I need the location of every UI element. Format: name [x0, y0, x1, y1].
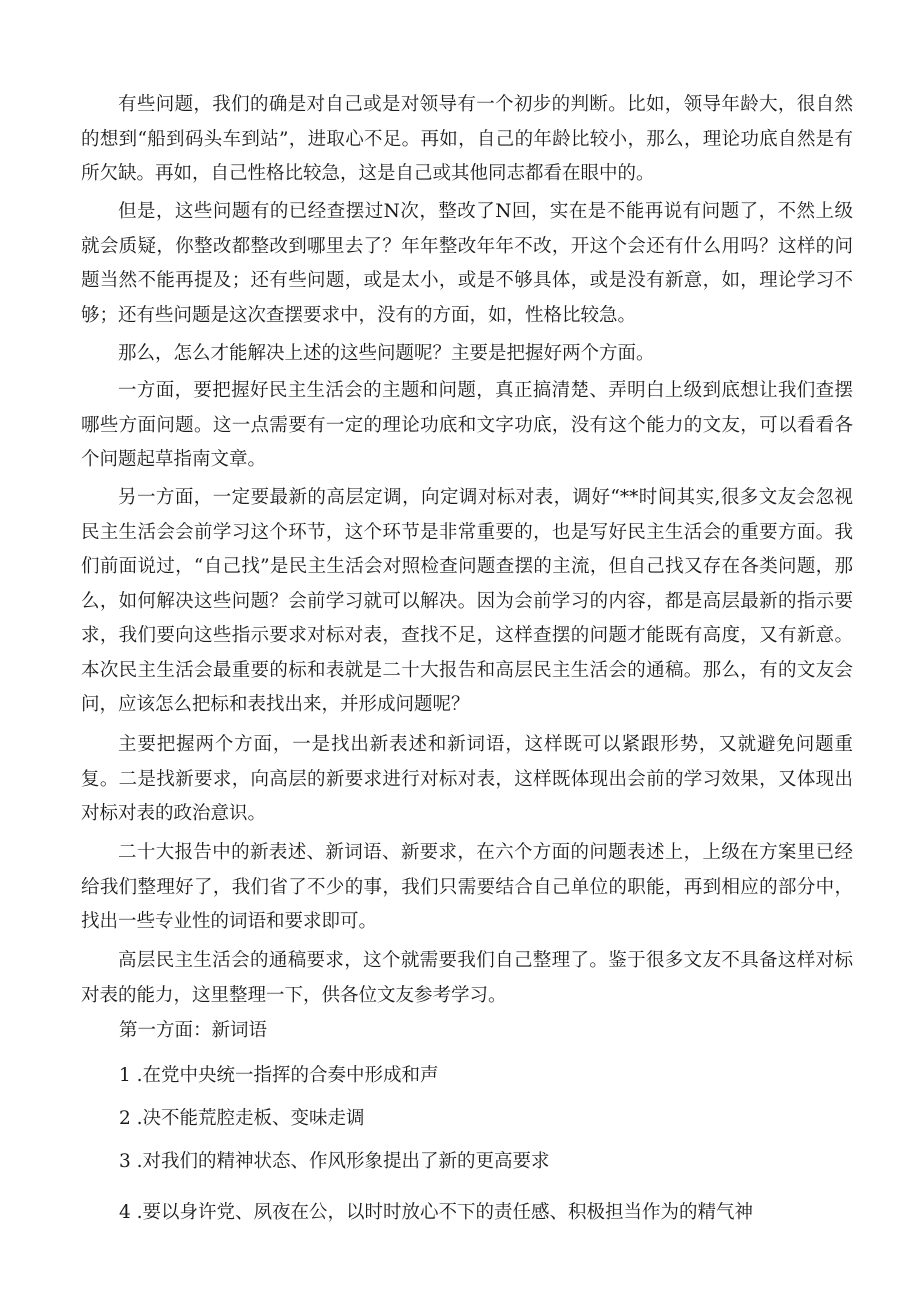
- paragraph-5: 另一方面，一定要最新的高层定调，向定调对标对表，调好“**时间其实,很多文友会忽视民主生活会会前学习这个环节，这个环节是非常重要的，也是写好民主生活会的重要方面。我们前面说过，“自己找”是民主生活会对照检查问题查摆的主流，但自己找又存在各类问题，那么，如何解决这些问题？会前学习就可以解决。因为会前学习的内容，都是高层最新的指示要求，我们要向这些指示要求对标对表，查找不足，这样查摆的问题才能既有高度，又有新意。本次民主生活会最重要的标和表就是二十大报告和高层民主生活会的通稿。那么，有的文友会问，应该怎么把标和表找出来，并形成问题呢？: [81, 487, 853, 715]
- paragraph-7: 二十大报告中的新表述、新词语、新要求，在六个方面的问题表述上，上级在方案里已经给我们整理好了，我们省了不少的事，我们只需要结合自己单位的职能，再到相应的部分中，找出一些专业性的词语和要求即可。: [81, 842, 853, 932]
- paragraph-3: 那么，怎么才能解决上述的这些问题呢？主要是把握好两个方面。: [118, 343, 655, 364]
- paragraph-4: 一方面，要把握好民主生活会的主题和问题，真正搞清楚、弄明白上级到底想让我们查摆哪些方面问题。这一点需要有一定的理论功底和文字功底，没有这个能力的文友，可以看看各个问题起草指南文章。: [81, 380, 853, 470]
- list-item: 4 .要以身许党、夙夜在公，以时时放心不下的责任感、积极担当作为的精气神: [119, 1202, 754, 1223]
- list-item: 3 .对我们的精神状态、作风形象提出了新的更高要求: [119, 1151, 550, 1172]
- list-item: 2 .决不能荒腔走板、变味走调: [119, 1108, 365, 1129]
- list-item: 1 .在党中央统一指挥的合奏中形成和声: [119, 1065, 439, 1086]
- paragraph-8: 高层民主生活会的通稿要求，这个就需要我们自己整理了。鉴于很多文友不具备这样对标对表的能力，这里整理一下，供各位文友参考学习。: [81, 950, 853, 1006]
- paragraph-6: 主要把握两个方面，一是找出新表述和新词语，这样既可以紧跟形势，又就避免问题重复。二是找新要求，向高层的新要求进行对标对表，这样既体现出会前的学习效果，又体现出对标对表的政治意识。: [81, 734, 853, 824]
- paragraph-1: 有些问题，我们的确是对自己或是对领导有一个初步的判断。比如，领导年龄大，很自然的想到“船到码头车到站”，进取心不足。再如，自己的年龄比较小，那么，理论功底自然是有所欠缺。再如，自己性格比较急，这是自己或其他同志都看在眼中的。: [81, 94, 853, 184]
- paragraph-2: 但是，这些问题有的已经查摆过N次，整改了N回，实在是不能再说有问题了，不然上级就会质疑，你整改都整改到哪里去了？年年整改年年不改，开这个会还有什么用吗？这样的问题当然不能再提及；还有些问题，或是太小，或是不够具体，或是没有新意，如，理论学习不够；还有些问题是这次查摆要求中，没有的方面，如，性格比较急。: [81, 201, 853, 326]
- section-heading: 第一方面：新词语: [119, 1020, 268, 1041]
